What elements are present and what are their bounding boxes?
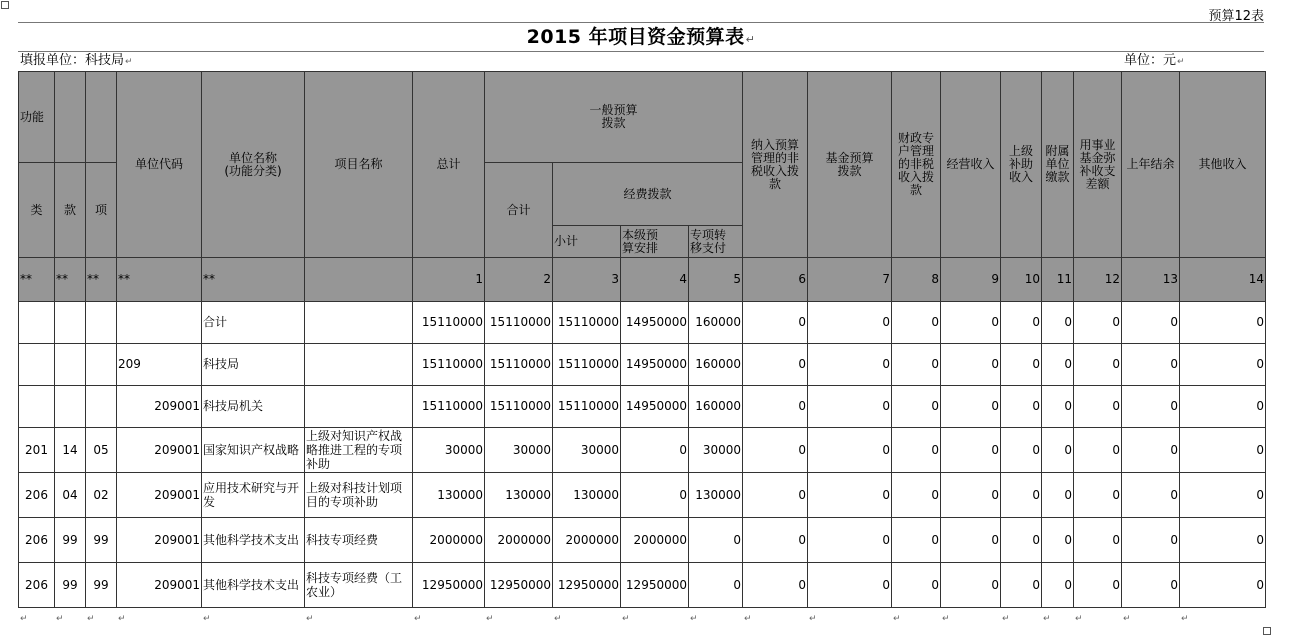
cell-value[interactable]: 0 xyxy=(1122,518,1180,563)
cell-kuan[interactable]: 04 xyxy=(55,473,86,518)
cell-kuan[interactable] xyxy=(55,386,86,428)
cell-value[interactable]: 160000 xyxy=(689,302,743,344)
header-blank xyxy=(86,72,117,163)
cell-value[interactable]: 130000 xyxy=(689,473,743,518)
header-nontax-budget: 纳入预算 管理的非 税收入拨 款 xyxy=(743,72,808,258)
cell-xiang[interactable] xyxy=(86,344,117,386)
cell-value[interactable]: 0 xyxy=(808,302,892,344)
index-number: 13 xyxy=(1122,258,1180,302)
header-subtotal-sum: 合计 xyxy=(485,163,553,258)
title-text: 2015 年项目资金预算表 xyxy=(526,26,745,48)
header-other-income: 其他收入 xyxy=(1180,72,1266,258)
cell-value[interactable]: 0 xyxy=(743,563,808,608)
cell-project-name[interactable]: 上级对知识产权战略推进工程的专项补助 xyxy=(305,428,413,473)
cell-project-name[interactable] xyxy=(305,344,413,386)
cell-unit-code[interactable]: 209001 xyxy=(117,518,202,563)
header-affiliated-payment: 附属 单位 缴款 xyxy=(1042,72,1074,258)
cell-value[interactable]: 12950000 xyxy=(553,563,621,608)
cell-value[interactable]: 12950000 xyxy=(621,563,689,608)
index-stars: ** xyxy=(202,258,305,302)
paragraph-mark-icon: ↵ xyxy=(118,614,126,624)
cell-kuan[interactable]: 99 xyxy=(55,518,86,563)
cell-value[interactable]: 0 xyxy=(1074,386,1122,428)
cell-value[interactable]: 0 xyxy=(941,518,1001,563)
cell-value[interactable]: 15110000 xyxy=(485,344,553,386)
cell-value[interactable]: 0 xyxy=(1180,563,1266,608)
cell-value[interactable]: 0 xyxy=(941,386,1001,428)
paragraph-mark-icon: ↵ xyxy=(893,614,901,624)
cell-value[interactable]: 12950000 xyxy=(413,563,485,608)
cell-value[interactable]: 0 xyxy=(1042,386,1074,428)
header-xiaoji: 小计 xyxy=(553,226,621,258)
paragraph-mark-icon: ↵ xyxy=(56,614,64,624)
cell-kuan[interactable]: 14 xyxy=(55,428,86,473)
cell-xiang[interactable]: 05 xyxy=(86,428,117,473)
table-footer-marks xyxy=(18,613,1265,627)
cell-value[interactable]: 0 xyxy=(892,302,941,344)
index-number: 8 xyxy=(892,258,941,302)
cell-value[interactable]: 0 xyxy=(808,518,892,563)
index-number: 12 xyxy=(1074,258,1122,302)
cell-xiang[interactable]: 02 xyxy=(86,473,117,518)
cell-value[interactable]: 2000000 xyxy=(485,518,553,563)
cell-value[interactable]: 0 xyxy=(941,428,1001,473)
cell-value[interactable]: 15110000 xyxy=(485,302,553,344)
form-number: 预算12表 xyxy=(1208,9,1264,24)
cell-unit-name[interactable]: 科技局 xyxy=(202,344,305,386)
cell-value[interactable]: 0 xyxy=(1180,518,1266,563)
paragraph-mark-icon: ↵ xyxy=(1181,614,1189,624)
cell-value[interactable]: 0 xyxy=(892,428,941,473)
index-number: 10 xyxy=(1001,258,1042,302)
cell-value[interactable]: 0 xyxy=(1122,473,1180,518)
cell-value[interactable]: 0 xyxy=(1042,563,1074,608)
header-fund-budget: 基金预算 拨款 xyxy=(808,72,892,258)
currency-unit-text: 单位：元 xyxy=(1124,53,1177,68)
cell-value[interactable]: 0 xyxy=(1180,344,1266,386)
cell-value[interactable]: 0 xyxy=(743,386,808,428)
cell-value[interactable]: 0 xyxy=(1180,428,1266,473)
index-number: 2 xyxy=(485,258,553,302)
index-blank xyxy=(305,258,413,302)
cell-unit-name[interactable]: 国家知识产权战略 xyxy=(202,428,305,473)
filling-unit-text: 填报单位：科技局 xyxy=(20,53,125,68)
cell-value[interactable]: 0 xyxy=(1042,473,1074,518)
budget-table xyxy=(18,71,1266,608)
cell-value[interactable]: 0 xyxy=(1001,518,1042,563)
cell-value[interactable]: 15110000 xyxy=(413,344,485,386)
header-local-budget: 本级预 算安排 xyxy=(621,226,689,258)
cell-value[interactable]: 0 xyxy=(743,344,808,386)
table-row xyxy=(19,473,1266,518)
paragraph-mark-icon: ↵ xyxy=(203,614,211,624)
cell-value[interactable]: 0 xyxy=(808,563,892,608)
index-stars: ** xyxy=(19,258,55,302)
cell-value[interactable]: 0 xyxy=(941,473,1001,518)
cell-value[interactable]: 0 xyxy=(1122,302,1180,344)
filling-unit-label xyxy=(20,50,133,71)
cell-value[interactable]: 14950000 xyxy=(621,344,689,386)
paragraph-mark-icon: ↵ xyxy=(744,614,752,624)
index-number: 1 xyxy=(413,258,485,302)
index-number: 5 xyxy=(689,258,743,302)
table-move-handle[interactable] xyxy=(1,1,9,9)
cell-value[interactable]: 0 xyxy=(1001,473,1042,518)
paragraph-mark-icon: ↵ xyxy=(1177,57,1185,67)
cell-unit-name[interactable]: 合计 xyxy=(202,302,305,344)
cell-value[interactable]: 0 xyxy=(1122,344,1180,386)
cell-xiang[interactable]: 99 xyxy=(86,518,117,563)
paragraph-mark-icon: ↵ xyxy=(306,614,314,624)
paragraph-mark-icon: ↵ xyxy=(942,614,950,624)
table-row xyxy=(19,302,1266,344)
cell-lei[interactable] xyxy=(19,386,55,428)
cell-value[interactable]: 30000 xyxy=(485,428,553,473)
cell-unit-code[interactable]: 209001 xyxy=(117,473,202,518)
index-number: 9 xyxy=(941,258,1001,302)
cell-value[interactable]: 15110000 xyxy=(413,302,485,344)
header-institution-fund: 用事业 基金弥 补收支 差额 xyxy=(1074,72,1122,258)
cell-value[interactable]: 0 xyxy=(1122,428,1180,473)
table-row xyxy=(19,518,1266,563)
cell-kuan[interactable] xyxy=(55,302,86,344)
page-title xyxy=(18,22,1264,52)
cell-value[interactable]: 15110000 xyxy=(553,302,621,344)
index-stars: ** xyxy=(55,258,86,302)
cell-value[interactable]: 0 xyxy=(1180,473,1266,518)
cell-project-name[interactable]: 科技专项经费 xyxy=(305,518,413,563)
cell-value[interactable]: 0 xyxy=(1001,344,1042,386)
index-stars: ** xyxy=(86,258,117,302)
table-row xyxy=(19,386,1266,428)
cell-project-name[interactable] xyxy=(305,386,413,428)
index-stars: ** xyxy=(117,258,202,302)
cell-value[interactable]: 0 xyxy=(892,386,941,428)
cell-unit-code[interactable]: 209 xyxy=(117,344,202,386)
paragraph-mark-icon: ↵ xyxy=(745,33,756,46)
header-unit-name: 单位名称 (功能分类) xyxy=(202,72,305,258)
cell-value[interactable]: 0 xyxy=(808,344,892,386)
header-special-transfer: 专项转 移支付 xyxy=(689,226,743,258)
header-total: 总计 xyxy=(413,72,485,258)
cell-project-name[interactable]: 科技专项经费（工农业） xyxy=(305,563,413,608)
index-number: 3 xyxy=(553,258,621,302)
header-function: 功能 xyxy=(19,72,55,163)
paragraph-mark-icon: ↵ xyxy=(20,614,28,624)
cell-value[interactable]: 0 xyxy=(1042,518,1074,563)
cell-value[interactable]: 0 xyxy=(941,344,1001,386)
cell-value[interactable]: 0 xyxy=(941,563,1001,608)
index-number: 4 xyxy=(621,258,689,302)
cell-value[interactable]: 0 xyxy=(1042,344,1074,386)
cell-value[interactable]: 0 xyxy=(743,302,808,344)
cell-value[interactable]: 30000 xyxy=(553,428,621,473)
header-last-year-balance: 上年结余 xyxy=(1122,72,1180,258)
cell-value[interactable]: 14950000 xyxy=(621,302,689,344)
column-index-row xyxy=(19,258,1266,302)
header-operating-income: 经营收入 xyxy=(941,72,1001,258)
header-expense-appropriation: 经费拨款 xyxy=(553,163,743,226)
currency-unit-label xyxy=(1124,50,1185,71)
cell-value[interactable]: 0 xyxy=(1074,428,1122,473)
cell-value[interactable]: 0 xyxy=(808,386,892,428)
cell-value[interactable]: 2000000 xyxy=(553,518,621,563)
paragraph-mark-icon: ↵ xyxy=(87,614,95,624)
cell-value[interactable]: 15110000 xyxy=(413,386,485,428)
cell-value[interactable]: 2000000 xyxy=(621,518,689,563)
cell-xiang[interactable]: 99 xyxy=(86,563,117,608)
cell-value[interactable]: 12950000 xyxy=(485,563,553,608)
table-row xyxy=(19,428,1266,473)
cell-value[interactable]: 0 xyxy=(1042,428,1074,473)
cell-value[interactable]: 0 xyxy=(689,518,743,563)
cell-value[interactable]: 0 xyxy=(1001,563,1042,608)
cell-unit-name[interactable]: 其他科学技术支出 xyxy=(202,563,305,608)
paragraph-mark-icon: ↵ xyxy=(125,57,133,67)
paragraph-mark-icon: ↵ xyxy=(1123,614,1131,624)
cell-value[interactable]: 160000 xyxy=(689,344,743,386)
cell-value[interactable]: 0 xyxy=(892,473,941,518)
cell-value[interactable]: 0 xyxy=(892,344,941,386)
cell-value[interactable]: 0 xyxy=(689,563,743,608)
header-fiscal-special: 财政专 户管理 的非税 收入拨 款 xyxy=(892,72,941,258)
header-blank xyxy=(55,72,86,163)
cell-value[interactable]: 14950000 xyxy=(621,386,689,428)
cell-unit-name[interactable]: 其他科学技术支出 xyxy=(202,518,305,563)
cell-lei[interactable]: 206 xyxy=(19,473,55,518)
cell-lei[interactable]: 201 xyxy=(19,428,55,473)
cell-kuan[interactable] xyxy=(55,344,86,386)
cell-unit-code[interactable]: 209001 xyxy=(117,386,202,428)
cell-value[interactable]: 0 xyxy=(1042,302,1074,344)
cell-value[interactable]: 130000 xyxy=(413,473,485,518)
cell-lei[interactable]: 206 xyxy=(19,518,55,563)
cell-value[interactable]: 0 xyxy=(1074,302,1122,344)
cell-value[interactable]: 0 xyxy=(1122,563,1180,608)
cell-value[interactable]: 0 xyxy=(1074,563,1122,608)
header-unit-code: 单位代码 xyxy=(117,72,202,258)
cell-value[interactable]: 2000000 xyxy=(413,518,485,563)
paragraph-mark-icon: ↵ xyxy=(809,614,817,624)
cell-value[interactable]: 0 xyxy=(808,473,892,518)
cell-value[interactable]: 15110000 xyxy=(553,344,621,386)
paragraph-mark-icon: ↵ xyxy=(486,614,494,624)
cell-value[interactable]: 0 xyxy=(1180,302,1266,344)
index-number: 14 xyxy=(1180,258,1266,302)
cell-project-name[interactable] xyxy=(305,302,413,344)
paragraph-mark-icon: ↵ xyxy=(690,614,698,624)
cell-unit-code[interactable]: 209001 xyxy=(117,563,202,608)
header-superior-subsidy: 上级 补助 收入 xyxy=(1001,72,1042,258)
cell-value[interactable]: 15110000 xyxy=(485,386,553,428)
cell-lei[interactable]: 206 xyxy=(19,563,55,608)
cell-lei[interactable] xyxy=(19,302,55,344)
paragraph-mark-icon: ↵ xyxy=(554,614,562,624)
paragraph-mark-icon: ↵ xyxy=(1002,614,1010,624)
paragraph-mark-icon: ↵ xyxy=(1075,614,1083,624)
paragraph-mark-icon: ↵ xyxy=(414,614,422,624)
cell-value[interactable]: 0 xyxy=(892,518,941,563)
cell-value[interactable]: 0 xyxy=(1122,386,1180,428)
index-number: 6 xyxy=(743,258,808,302)
index-number: 7 xyxy=(808,258,892,302)
header-row-1 xyxy=(19,72,1266,163)
cell-value[interactable]: 0 xyxy=(743,518,808,563)
cell-kuan[interactable]: 99 xyxy=(55,563,86,608)
cell-unit-name[interactable]: 科技局机关 xyxy=(202,386,305,428)
cell-xiang[interactable] xyxy=(86,302,117,344)
table-row xyxy=(19,344,1266,386)
index-number: 11 xyxy=(1042,258,1074,302)
cell-value[interactable]: 0 xyxy=(1074,473,1122,518)
cell-value[interactable]: 15110000 xyxy=(553,386,621,428)
cell-unit-code[interactable]: 209001 xyxy=(117,428,202,473)
header-general-budget: 一般预算 拨款 xyxy=(485,72,743,163)
header-lei: 类 xyxy=(19,163,55,258)
table-resize-handle[interactable] xyxy=(1263,627,1271,635)
cell-unit-name[interactable]: 应用技术研究与开发 xyxy=(202,473,305,518)
cell-value[interactable]: 160000 xyxy=(689,386,743,428)
cell-value[interactable]: 0 xyxy=(743,473,808,518)
cell-value[interactable]: 130000 xyxy=(553,473,621,518)
cell-value[interactable]: 0 xyxy=(1074,518,1122,563)
paragraph-mark-icon: ↵ xyxy=(622,614,630,624)
header-xiang: 项 xyxy=(86,163,117,258)
cell-value[interactable]: 0 xyxy=(808,428,892,473)
table-row xyxy=(19,563,1266,608)
cell-value[interactable]: 0 xyxy=(621,428,689,473)
cell-lei[interactable] xyxy=(19,344,55,386)
cell-value[interactable]: 0 xyxy=(1180,386,1266,428)
cell-value[interactable]: 0 xyxy=(1074,344,1122,386)
cell-value[interactable]: 0 xyxy=(1001,302,1042,344)
cell-value[interactable]: 0 xyxy=(1001,386,1042,428)
cell-value[interactable]: 30000 xyxy=(413,428,485,473)
cell-value[interactable]: 0 xyxy=(621,473,689,518)
cell-value[interactable]: 0 xyxy=(892,563,941,608)
cell-xiang[interactable] xyxy=(86,386,117,428)
header-project-name: 项目名称 xyxy=(305,72,413,258)
cell-value[interactable]: 0 xyxy=(743,428,808,473)
cell-value[interactable]: 0 xyxy=(941,302,1001,344)
header-kuan: 款 xyxy=(55,163,86,258)
cell-value[interactable]: 30000 xyxy=(689,428,743,473)
cell-value[interactable]: 0 xyxy=(1001,428,1042,473)
cell-project-name[interactable]: 上级对科技计划项目的专项补助 xyxy=(305,473,413,518)
cell-unit-code[interactable] xyxy=(117,302,202,344)
cell-value[interactable]: 130000 xyxy=(485,473,553,518)
paragraph-mark-icon: ↵ xyxy=(1043,614,1051,624)
